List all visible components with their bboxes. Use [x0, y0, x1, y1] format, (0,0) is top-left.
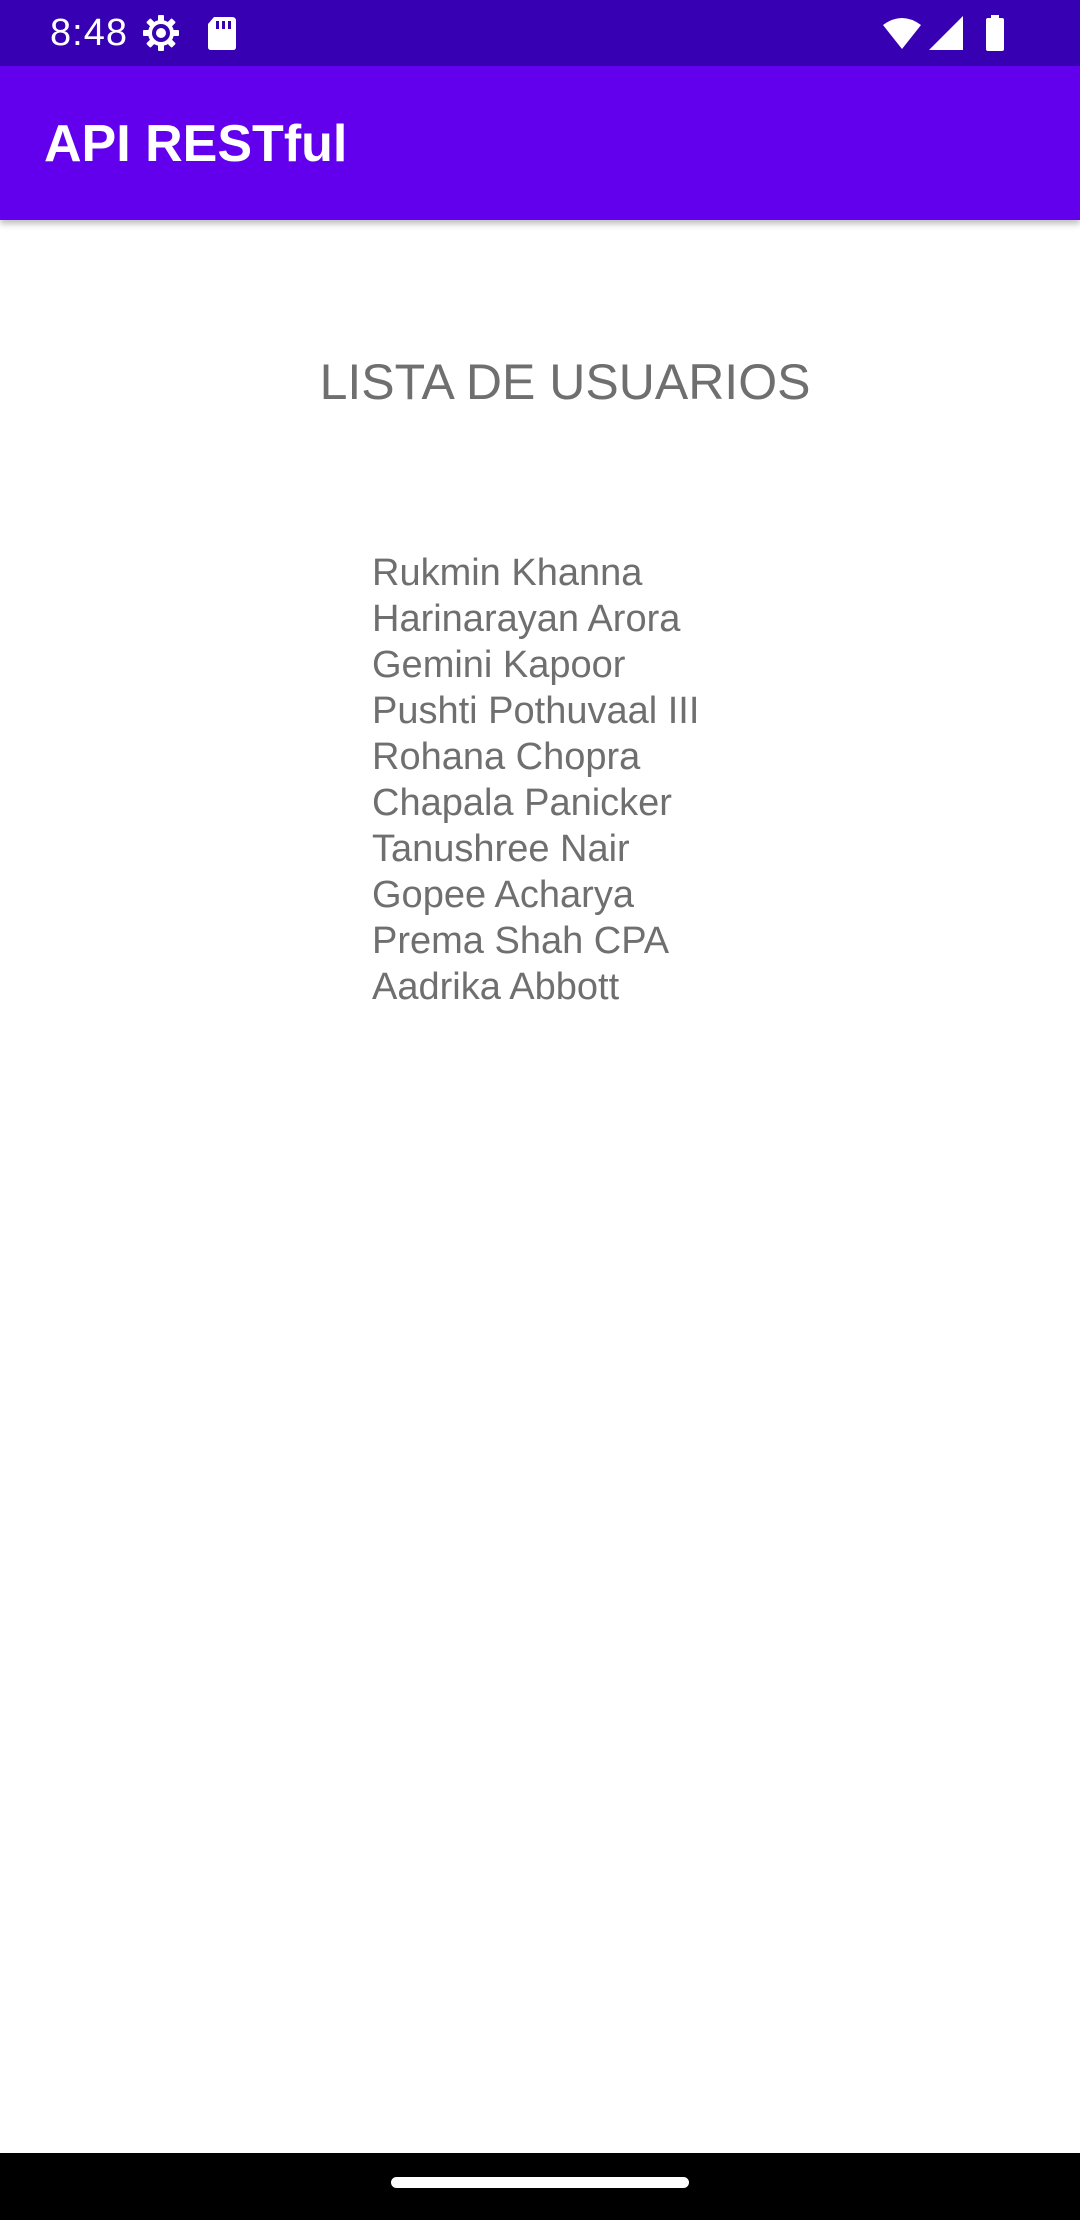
- cellular-signal-icon: [927, 13, 967, 53]
- app-bar: [0, 66, 1080, 220]
- user-list-item: Tanushree Nair: [372, 828, 630, 870]
- status-bar: [0, 0, 1080, 66]
- user-list-item: Rohana Chopra: [372, 736, 641, 778]
- wifi-icon: [882, 13, 922, 53]
- sd-card-icon: [202, 13, 242, 53]
- battery-icon: [975, 13, 1015, 53]
- status-time: 8:48: [50, 12, 128, 54]
- user-list-heading: LISTA DE USUARIOS: [319, 354, 811, 410]
- navigation-bar: [0, 2153, 1080, 2220]
- home-gesture-handle[interactable]: [391, 2177, 689, 2188]
- user-list-item: Rukmin Khanna: [372, 552, 643, 594]
- user-list-item: Aadrika Abbott: [372, 966, 620, 1008]
- user-list-item: Chapala Panicker: [372, 782, 672, 824]
- user-list-item: Prema Shah CPA: [372, 920, 670, 962]
- user-list-item: Harinarayan Arora: [372, 598, 681, 640]
- app-title: API RESTful: [44, 115, 348, 173]
- user-list: [372, 550, 699, 1010]
- settings-gear-icon: [141, 13, 181, 53]
- user-list-item: Pushti Pothuvaal III: [372, 690, 700, 732]
- user-list-item: Gemini Kapoor: [372, 644, 626, 686]
- user-list-item: Gopee Acharya: [372, 874, 634, 916]
